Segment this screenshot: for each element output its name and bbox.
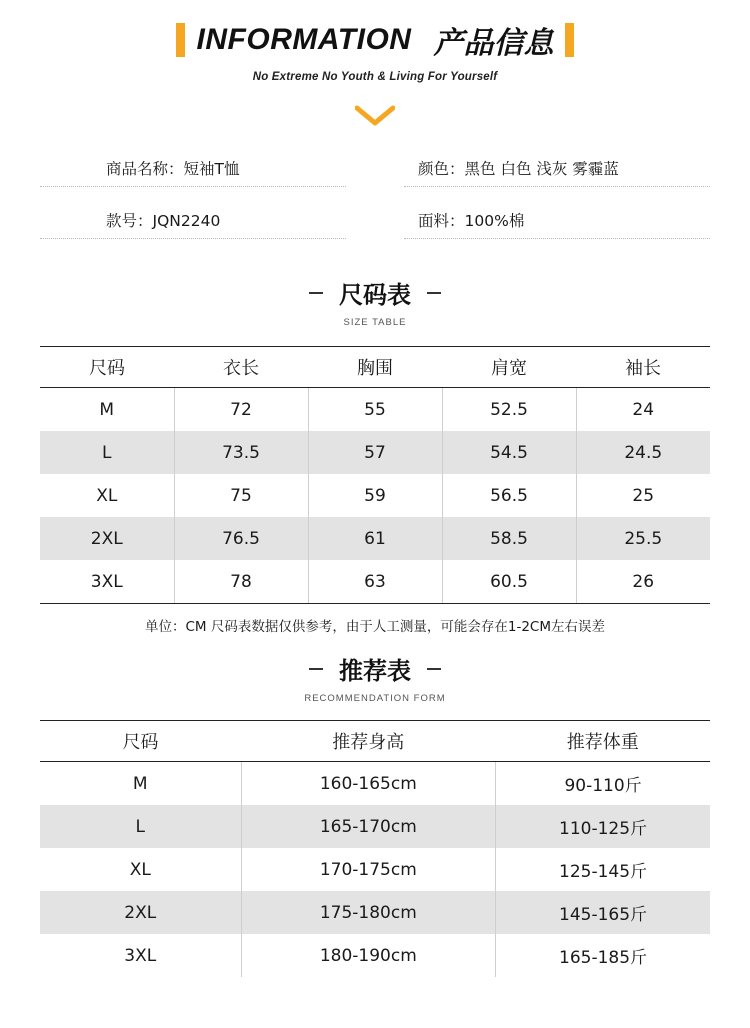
page-title-en: INFORMATION (196, 23, 412, 56)
cell: 54.5 (442, 431, 576, 474)
cell: 63 (308, 560, 442, 604)
size-col-header-length: 衣长 (174, 347, 308, 388)
dash-left-icon (309, 292, 323, 294)
page-title-cn: 产品信息 (433, 26, 554, 61)
info-style-number-value: JQN2240 (152, 212, 221, 230)
size-table-subtitle: SIZE TABLE (343, 317, 407, 328)
recommend-table (40, 720, 710, 977)
size-table-header-row (40, 347, 710, 388)
cell: 2XL (40, 891, 241, 934)
size-col-header-size: 尺码 (40, 347, 174, 388)
cell: 165-170cm (241, 805, 496, 848)
info-style-number-label: 款号： (106, 212, 153, 230)
cell: 90-110斤 (496, 762, 710, 806)
recommend-subtitle: RECOMMENDATION FORM (304, 693, 446, 704)
product-info-block (40, 157, 710, 239)
cell: 78 (174, 560, 308, 604)
cell: 76.5 (174, 517, 308, 560)
cell: 61 (308, 517, 442, 560)
size-table (40, 346, 710, 604)
cell: 60.5 (442, 560, 576, 604)
info-style-number (40, 187, 346, 239)
size-table-title: 尺码表 (339, 281, 411, 309)
cell: L (40, 431, 174, 474)
info-product-name-label: 商品名称： (106, 160, 184, 178)
cell: 180-190cm (241, 934, 496, 977)
cell: 57 (308, 431, 442, 474)
info-product-name (40, 157, 346, 187)
accent-bar-left (176, 23, 185, 57)
cell: 56.5 (442, 474, 576, 517)
cell: XL (129, 859, 151, 880)
cell: 125-145斤 (496, 848, 710, 891)
cell: 25.5 (576, 517, 710, 560)
page-subtitle: No Extreme No Youth & Living For Yourself (252, 71, 498, 83)
recommend-heading (0, 651, 750, 704)
table-row (40, 388, 710, 432)
cell: 110-125斤 (496, 805, 710, 848)
cell: 73.5 (174, 431, 308, 474)
page-header (0, 0, 750, 127)
size-table-heading (0, 275, 750, 328)
size-table-wrap (40, 346, 710, 604)
size-col-header-bust: 胸围 (308, 347, 442, 388)
chevron-down-icon (355, 105, 395, 127)
cell: XL (96, 485, 118, 506)
table-row (40, 431, 710, 474)
cell: 72 (174, 388, 308, 432)
table-row (40, 934, 710, 977)
rec-col-header-size: 尺码 (40, 721, 241, 762)
accent-bar-right (565, 23, 574, 57)
cell: 170-175cm (241, 848, 496, 891)
cell: 55 (308, 388, 442, 432)
recommend-table-header-row (40, 721, 710, 762)
info-color-label: 颜色： (418, 160, 465, 178)
cell: 52.5 (442, 388, 576, 432)
cell: 2XL (40, 517, 174, 560)
cell: 25 (576, 474, 710, 517)
cell: 175-180cm (241, 891, 496, 934)
table-row (40, 474, 710, 517)
info-fabric-label: 面料： (418, 212, 465, 230)
info-color (404, 157, 710, 187)
cell: 160-165cm (241, 762, 496, 806)
recommend-table-wrap (40, 720, 710, 977)
info-product-name-value: 短袖T恤 (183, 160, 240, 178)
rec-col-header-weight: 推荐体重 (496, 721, 710, 762)
info-fabric (404, 187, 710, 239)
dash-right-icon (427, 292, 441, 294)
dash-right-icon (427, 668, 441, 670)
cell: 3XL (124, 945, 157, 966)
cell: 75 (174, 474, 308, 517)
table-row (40, 762, 710, 806)
table-row (40, 848, 710, 891)
size-col-header-shoulder: 肩宽 (442, 347, 576, 388)
size-table-head (40, 347, 710, 388)
recommend-table-body (40, 762, 710, 978)
header-title-row (0, 18, 750, 62)
table-row (40, 517, 710, 560)
cell: M (132, 773, 148, 794)
cell: 3XL (40, 560, 174, 604)
size-table-title-row (309, 275, 441, 310)
cell: M (99, 399, 115, 420)
info-color-value: 黑色 白色 浅灰 雾霾蓝 (464, 160, 619, 178)
cell: 59 (308, 474, 442, 517)
table-row (40, 891, 710, 934)
recommend-table-head (40, 721, 710, 762)
info-row (40, 187, 710, 239)
size-table-note: 单位：CM 尺码表数据仅供参考，由于人工测量，可能会存在1-2CM左右误差 (145, 619, 605, 635)
size-table-body (40, 388, 710, 604)
info-fabric-value: 100%棉 (464, 212, 525, 230)
rec-col-header-height: 推荐身高 (241, 721, 496, 762)
cell: 58.5 (442, 517, 576, 560)
recommend-title-row (309, 651, 441, 686)
cell: 26 (576, 560, 710, 604)
dash-left-icon (309, 668, 323, 670)
info-row (40, 157, 710, 187)
recommend-title: 推荐表 (339, 657, 411, 685)
cell: 24 (576, 388, 710, 432)
cell: 145-165斤 (496, 891, 710, 934)
cell: 165-185斤 (496, 934, 710, 977)
cell: 24.5 (576, 431, 710, 474)
size-col-header-sleeve: 袖长 (576, 347, 710, 388)
table-row (40, 805, 710, 848)
table-row (40, 560, 710, 604)
cell: L (40, 805, 241, 848)
